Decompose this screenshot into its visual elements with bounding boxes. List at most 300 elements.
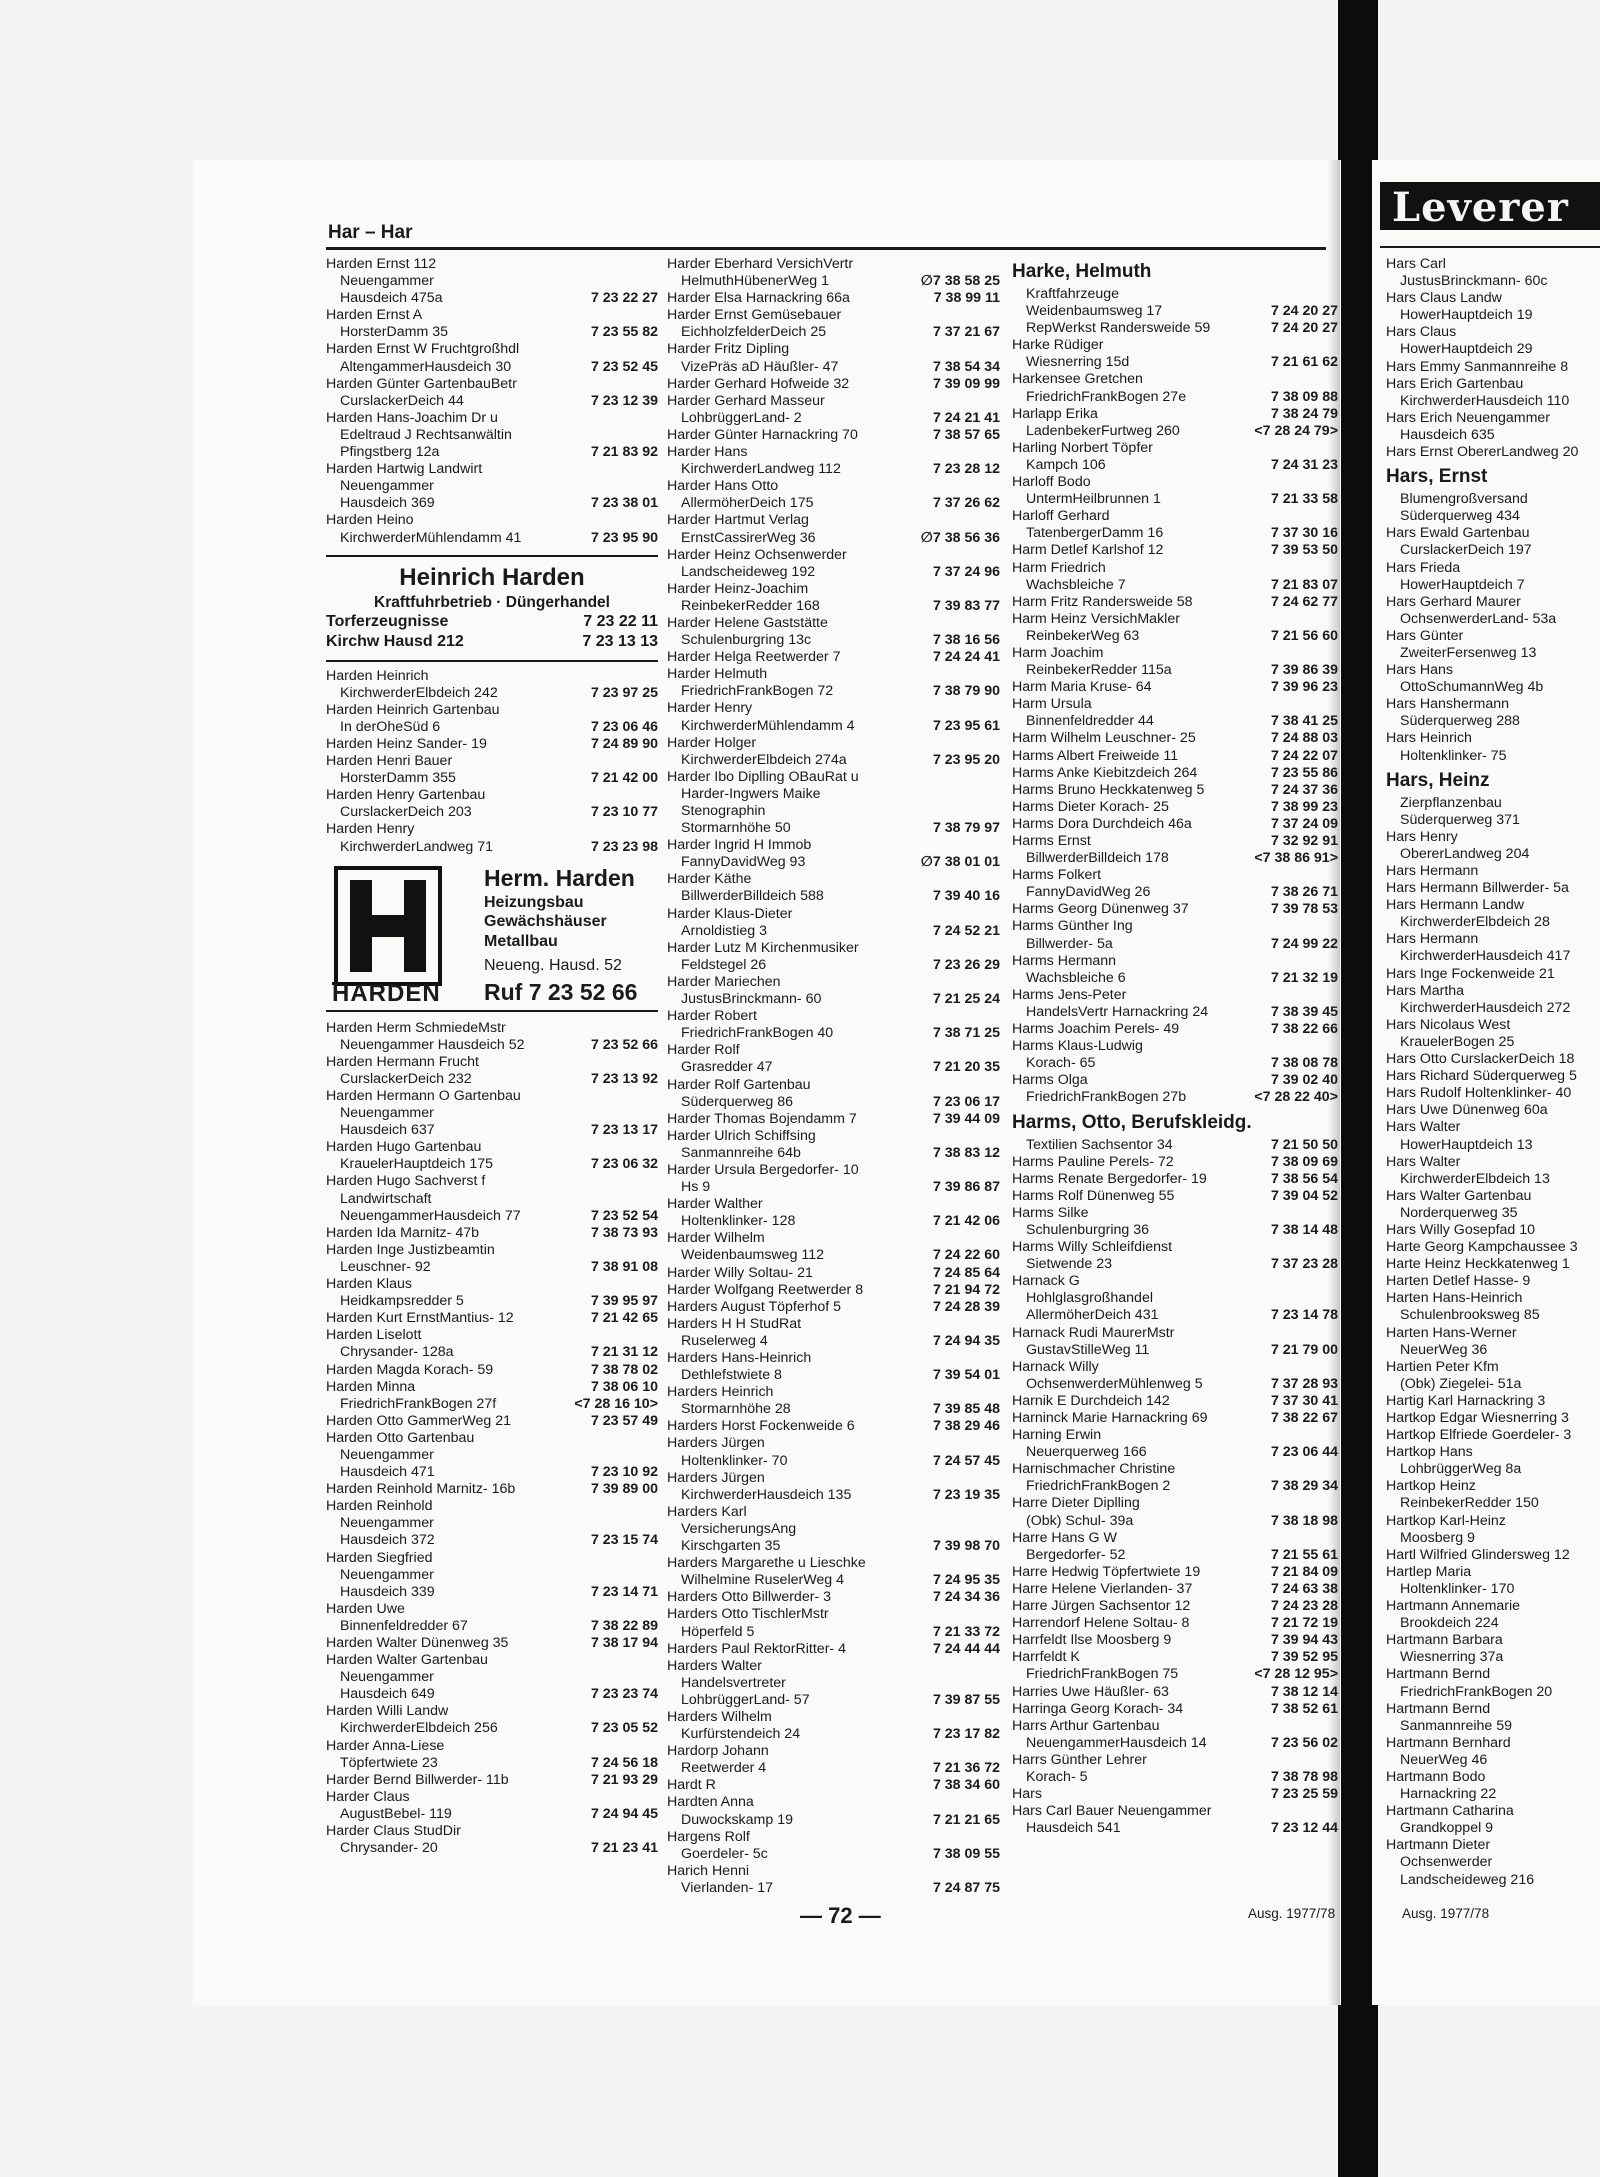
listing-line: Hartkop Karl-Heinz: [1386, 1512, 1506, 1529]
listing-line: KirchwerderElbdeich 242: [340, 684, 498, 701]
listing-line: ReinbekerWeg 63: [1026, 627, 1140, 644]
listing-line: Stormarnhöhe 50: [681, 820, 791, 837]
listing-line: Harder Claus: [326, 1788, 410, 1805]
listing-entry: [667, 307, 1000, 341]
listing-line: Hars Uwe Dünenweg 60a: [1386, 1102, 1548, 1119]
listing-line: Harms Jens-Peter: [1012, 986, 1127, 1003]
listing-entry: [326, 1481, 658, 1498]
listing-line: Harninck Marie Harnackring 69: [1012, 1410, 1208, 1426]
listing-line: Harre Dieter Diplling: [1012, 1495, 1140, 1512]
listing-entry: [326, 1635, 658, 1652]
listing-line: Heidkampsredder 5: [340, 1293, 464, 1310]
listing-entry: [1386, 1085, 1600, 1102]
phone-number: 7 39 96 23: [1270, 679, 1338, 696]
listing-line: Holtenklinker- 70: [681, 1452, 788, 1469]
listing-line: Hars Walter: [1386, 1119, 1461, 1136]
listing-entry: [667, 1196, 1000, 1230]
listing-line: Harden Siegfried: [326, 1549, 433, 1566]
listing-entry: [1012, 371, 1338, 405]
listing-entry: [1012, 1530, 1338, 1564]
listing-entry: [1012, 679, 1338, 696]
listing-line: Harnack Willy: [1012, 1358, 1099, 1375]
phone-number: 7 23 95 90: [590, 529, 658, 546]
listing-entry: [1386, 696, 1600, 730]
listing-line: Hartkop Hans: [1386, 1444, 1473, 1461]
listing-line: Hartien Peter Kfm: [1386, 1358, 1499, 1375]
listing-line: Harden Heinz Sander- 19: [326, 735, 487, 752]
listing-entry: [1012, 696, 1338, 730]
listing-line: LadenbekerFurtweg 260: [1026, 422, 1180, 439]
listing-line: Harders Wilhelm: [667, 1708, 772, 1725]
listing-line: Harrs Arthur Gartenbau: [1012, 1717, 1160, 1734]
phone-number: 7 24 20 27: [1270, 320, 1338, 337]
listing-entry: [1386, 1513, 1600, 1547]
listing-line: KirchwerderHausdeich 272: [1400, 999, 1571, 1016]
listing-line: Harre Hans G W: [1012, 1529, 1117, 1546]
listing-line: Harders August Töpferhof 5: [667, 1298, 842, 1315]
listing-line: Hars Walter: [1386, 1153, 1461, 1170]
listing-line: Harries Uwe Häußler- 63: [1012, 1683, 1169, 1700]
listing-line: Harke Rüdiger: [1012, 337, 1104, 354]
listing-entry: [1386, 1188, 1600, 1222]
listing-entry: [667, 1709, 1000, 1743]
listing-line: OchsenwerderLand- 53a: [1400, 610, 1557, 627]
listing-line: Arnoldistieg 3: [681, 922, 767, 939]
listing-line: Harloff Bodo: [1012, 474, 1091, 491]
listing-entry: [1012, 901, 1338, 918]
listing-entry: [1386, 1837, 1600, 1888]
listing-entry: [1012, 1154, 1338, 1171]
listing-line: Hohlglasgroßhandel: [1026, 1290, 1153, 1307]
listing-line: KirchwerderHausdeich 135: [681, 1486, 852, 1503]
listing-line: Hars Willy Gosepfad 10: [1386, 1221, 1536, 1238]
listing-line: Hartmann Bernd: [1386, 1700, 1491, 1717]
listing-entry: [1012, 1803, 1338, 1837]
phone-number: 7 24 52 21: [932, 922, 1000, 939]
listing-line: Hartig Karl Harnackring 3: [1386, 1392, 1546, 1409]
listing-line: LohbrüggerWeg 8a: [1400, 1461, 1522, 1478]
h-logo-icon: [334, 866, 442, 986]
listing-line: NeuengammerHausdeich 77: [340, 1207, 521, 1224]
listing-line: Harder Anna-Liese: [326, 1737, 445, 1754]
listing-line: Norderquerweg 35: [1400, 1204, 1518, 1221]
listing-entry: [1012, 1461, 1338, 1495]
phone-number: 7 21 42 00: [590, 770, 658, 787]
listing-line: Harden Inge Justizbeamtin: [326, 1241, 495, 1258]
listing-entry: [667, 1777, 1000, 1794]
advert-line-text: Torferzeugnisse: [326, 612, 449, 630]
listing-line: OttoSchumannWeg 4b: [1400, 679, 1544, 696]
phone-number: 7 24 37 36: [1270, 781, 1338, 798]
alternate-phone-number: <7 28 16 10>: [574, 1395, 658, 1412]
phone-number: 7 39 04 52: [1270, 1187, 1338, 1204]
listing-entry: [1012, 406, 1338, 440]
listing-entry: [1386, 1444, 1600, 1478]
alternate-phone-number: <7 28 24 79>: [1254, 422, 1338, 439]
listing-entry: [1012, 1137, 1338, 1154]
listing-line: Harms Joachim Perels- 49: [1012, 1021, 1180, 1038]
listing-entry: [1012, 1684, 1338, 1701]
listing-line: KirchwerderElbdeich 28: [1400, 914, 1550, 931]
listing-entry: [667, 700, 1000, 734]
listing-line: Harden Liselott: [326, 1327, 422, 1344]
phone-number: 7 38 26 71: [1270, 884, 1338, 901]
listing-entry: [1386, 1735, 1600, 1769]
phone-number: 7 24 34 36: [932, 1589, 1000, 1606]
business-heading: Harke, Helmuth: [1012, 261, 1152, 282]
listing-line: Duwockskamp 19: [681, 1811, 793, 1828]
listing-line: Grasredder 47: [681, 1059, 773, 1076]
listing-line: Harden Uwe: [326, 1600, 405, 1617]
listing-entry: [1012, 1359, 1338, 1393]
phone-number: 7 24 99 22: [1270, 935, 1338, 952]
listing-entry: [326, 1362, 658, 1379]
phone-number: 7 38 34 60: [932, 1777, 1000, 1794]
listing-line: Hars Richard Süderquerweg 5: [1386, 1068, 1577, 1085]
listing-entry: [1012, 1171, 1338, 1188]
listing-entry: [1386, 662, 1600, 696]
listing-line: Goerdeler- 5c: [681, 1845, 768, 1862]
listing-line: Wiesnerring 15d: [1026, 354, 1130, 371]
listing-line: Harden Hermann Frucht: [326, 1053, 479, 1070]
right-header-rule: [1380, 246, 1600, 248]
phone-number: 7 23 23 74: [590, 1686, 658, 1703]
phone-number: 7 21 83 07: [1270, 576, 1338, 593]
phone-number: 7 24 57 45: [932, 1452, 1000, 1469]
phone-number: 7 39 83 77: [932, 597, 1000, 614]
listing-line: Hars Claus: [1386, 324, 1457, 341]
phone-number: 7 38 52 61: [1270, 1700, 1338, 1717]
listing-line: KirchwerderElbdeich 274a: [681, 751, 847, 768]
listing-line: Landscheideweg 192: [681, 563, 816, 580]
listing-entry: [326, 1310, 658, 1327]
phone-number: 7 38 79 97: [932, 820, 1000, 837]
listing-entry: [1386, 1803, 1600, 1837]
listing-line: FannyDavidWeg 93: [681, 854, 806, 871]
listing-entry: [1012, 337, 1338, 371]
listing-line: AugustBebel- 119: [340, 1805, 452, 1822]
listing-line: Harden Heino: [326, 512, 414, 529]
phone-number: 7 38 39 45: [1270, 1003, 1338, 1020]
phone-number: 7 39 78 53: [1270, 901, 1338, 918]
listing-entry: [1012, 560, 1338, 594]
listing-line: KirchwerderHausdeich 417: [1400, 948, 1571, 965]
listing-entry: [1386, 1769, 1600, 1803]
listing-line: Harms Klaus-Ludwig: [1012, 1038, 1143, 1055]
listing-line: Grandkoppel 9: [1400, 1820, 1494, 1837]
listing-entry: [667, 1504, 1000, 1555]
listing-entry: [1012, 1615, 1338, 1632]
listing-line: Neuengammer: [340, 1105, 434, 1122]
phone-number: 7 37 30 41: [1270, 1392, 1338, 1409]
listing-line: Harm Heinz VersichMakler: [1012, 610, 1180, 627]
listing-line: NeuerWeg 46: [1400, 1751, 1488, 1768]
phone-number: 7 38 29 34: [1270, 1478, 1338, 1495]
phone-number: 7 39 02 40: [1270, 1072, 1338, 1089]
phone-number: 7 23 97 25: [590, 684, 658, 701]
listing-line: Süderquerweg 434: [1400, 508, 1520, 525]
listing-line: Harden Ida Marnitz- 47b: [326, 1224, 479, 1241]
listing-line: Harden Ernst A: [326, 307, 423, 324]
listing-entry: [1012, 440, 1338, 474]
listing-line: Schulenburgring 13c: [681, 632, 812, 649]
listing-entry: [667, 1128, 1000, 1162]
listing-line: Harms Willy Schleifdienst: [1012, 1239, 1173, 1256]
phone-number: 7 38 22 66: [1270, 1021, 1338, 1038]
listing-line: Harden Kurt ErnstMantius- 12: [326, 1310, 514, 1327]
phone-number: 7 24 31 23: [1270, 456, 1338, 473]
listing-entry: [326, 1789, 658, 1823]
listing-line: FannyDavidWeg 26: [1026, 884, 1151, 901]
listing-line: AllermöherDeich 431: [1026, 1307, 1159, 1324]
listing-line: Holtenklinker- 128: [681, 1213, 796, 1230]
phone-number: 7 38 83 12: [932, 1144, 1000, 1161]
listing-line: Hars: [1012, 1786, 1042, 1803]
phone-number: 7 23 52 54: [590, 1207, 658, 1224]
phone-number: 7 38 54 34: [932, 358, 1000, 375]
phone-number: 7 23 13 17: [590, 1122, 658, 1139]
listing-line: Hausdeich 649: [340, 1686, 435, 1703]
listing-line: Weidenbaumsweg 17: [1026, 303, 1163, 320]
advert-line-text: Kirchw Hausd 212: [326, 632, 464, 650]
phone-number: 7 23 22 11: [583, 612, 658, 630]
phone-number: 7 23 52 66: [590, 1036, 658, 1053]
listing-entry: [1012, 1072, 1338, 1106]
listing-entry: [667, 1299, 1000, 1316]
listing-line: KirchwerderLandweg 112: [681, 461, 841, 478]
listing-line: Harder Käthe: [667, 871, 752, 888]
phone-number: 7 23 28 12: [932, 461, 1000, 478]
listing-line: Harder Heinz Ochsenwerder: [667, 546, 847, 563]
listing-line: Harms Olga: [1012, 1072, 1088, 1089]
listing-line: Ruselerweg 4: [681, 1332, 768, 1349]
listing-line: Neuengammer: [340, 478, 434, 495]
listing-entry: [1012, 782, 1338, 799]
listing-line: Harten Detlef Hasse- 9: [1386, 1273, 1531, 1290]
business-heading: Hars, Heinz: [1386, 769, 1490, 791]
listing-line: Hars Claus Landw: [1386, 290, 1502, 307]
listing-entry: [1012, 1701, 1338, 1718]
header-rule: [326, 247, 1326, 250]
listing-line: Harms Bruno Heckkatenweg 5: [1012, 781, 1205, 798]
phone-number: 7 38 29 46: [932, 1418, 1000, 1435]
phone-number: 7 21 42 06: [932, 1213, 1000, 1230]
listing-line: Töpfertwiete 23: [340, 1754, 438, 1771]
phone-number: 7 23 06 17: [932, 1093, 1000, 1110]
phone-number: 7 23 05 52: [590, 1720, 658, 1737]
listing-line: Harte Heinz Heckkatenweg 1: [1386, 1256, 1570, 1273]
listing-entry: [1012, 1188, 1338, 1205]
listing-entry: [667, 1589, 1000, 1606]
listing-entry: [667, 974, 1000, 1008]
listing-entry: [326, 1242, 658, 1276]
listing-line: Hars Frieda: [1386, 559, 1461, 576]
advert-service: Metallbau: [484, 932, 558, 950]
listing-entry: [326, 787, 658, 821]
listing-entry: [1386, 594, 1600, 628]
listing-entry: [326, 736, 658, 753]
listing-line: Harden Günter GartenbauBetr: [326, 375, 517, 392]
listing-entry: [1012, 542, 1338, 559]
listing-line: Harder Helmuth: [667, 666, 768, 683]
listing-entry: [667, 512, 1000, 546]
phone-number: 7 39 86 87: [932, 1179, 1000, 1196]
listing-entry: [667, 1555, 1000, 1589]
listing-line: Hars Otto CurslackerDeich 18: [1386, 1051, 1575, 1068]
listing-line: Landwirtschaft: [340, 1190, 432, 1207]
listing-line: Billwerder- 5a: [1026, 935, 1113, 952]
phone-number: 7 21 94 72: [932, 1281, 1000, 1298]
listing-line: Harten Hans-Werner: [1386, 1324, 1517, 1341]
listing-entry: [1012, 1564, 1338, 1581]
listing-line: HowerHauptdeich 13: [1400, 1136, 1533, 1153]
listing-line: HowerHauptdeich 7: [1400, 576, 1525, 593]
listing-line: Sanmannreihe 59: [1400, 1717, 1513, 1734]
advert-text: [484, 864, 658, 1008]
phone-number: 7 39 40 16: [932, 888, 1000, 905]
phone-number: 7 38 57 65: [932, 426, 1000, 443]
listing-entry: [667, 581, 1000, 615]
listing-entry: [1386, 376, 1600, 410]
listing-line: Harden Klaus: [326, 1276, 412, 1293]
listing-line: Hars Henry: [1386, 828, 1458, 845]
column-2: [667, 256, 1000, 1897]
listing-line: Harnack Rudi MaurerMstr: [1012, 1324, 1175, 1341]
listing-entry: [1386, 966, 1600, 983]
listing-line: HowerHauptdeich 29: [1400, 341, 1533, 358]
listing-line: Hausdeich 541: [1026, 1820, 1121, 1837]
phone-number: 7 38 09 88: [1270, 388, 1338, 405]
listing-line: VizePräs aD Häußler- 47: [681, 358, 839, 375]
listing-line: Harm Fritz Randersweide 58: [1012, 593, 1193, 610]
listing-entry: [1386, 1222, 1600, 1239]
listing-entry: [326, 1173, 658, 1224]
listing-line: Harder Ursula Bergedorfer- 10: [667, 1161, 859, 1178]
phone-number: 7 37 24 96: [932, 563, 1000, 580]
listing-line: Harning Erwin: [1012, 1427, 1102, 1444]
listing-line: Hars Hermann Billwerder- 5a: [1386, 880, 1569, 897]
phone-number: 7 38 78 98: [1270, 1768, 1338, 1785]
phone-number: 7 24 21 41: [932, 409, 1000, 426]
phone-number: 7 38 06 10: [590, 1378, 658, 1395]
phone-number: 7 23 17 82: [932, 1726, 1000, 1743]
listing-entry: [1012, 1393, 1338, 1410]
listing-line: Hars Ewald Gartenbau: [1386, 525, 1530, 542]
listing-entry: [1012, 611, 1338, 645]
listing-line: Harden Henry: [326, 821, 415, 838]
phone-number: ∅7 38 56 36: [920, 529, 1000, 546]
phone-number: 7 21 79 00: [1270, 1341, 1338, 1358]
listing-line: Harden Heinrich Gartenbau: [326, 701, 500, 718]
listing-line: Hausdeich 475a: [340, 290, 443, 307]
page-number: — 72 —: [800, 1903, 881, 1928]
listing-line: Harrfeldt Ilse Moosberg 9: [1012, 1632, 1172, 1649]
listing-line: Ochsenwerder: [1400, 1854, 1493, 1871]
listing-line: Harders Otto TischlerMstr: [667, 1606, 829, 1623]
listing-line: Harden Hugo Gartenbau: [326, 1139, 482, 1156]
listing-line: Holtenklinker- 75: [1400, 747, 1507, 764]
listing-entry: [667, 666, 1000, 700]
listing-entry: [1012, 286, 1338, 320]
listing-entry: [1386, 1154, 1600, 1188]
phone-number: 7 24 94 45: [590, 1805, 658, 1822]
listing-entry: [667, 1470, 1000, 1504]
listing-entry: [667, 1435, 1000, 1469]
phone-number: 7 21 84 09: [1270, 1563, 1338, 1580]
phone-number: 7 38 71 25: [932, 1025, 1000, 1042]
listing-line: KirchwerderLandweg 71: [340, 838, 494, 855]
listing-line: Harder Gerhard Masseur: [667, 392, 825, 409]
phone-number: 7 39 52 95: [1270, 1649, 1338, 1666]
listing-line: Hars Martha: [1386, 982, 1465, 999]
listing-line: Hartmann Bernd: [1386, 1666, 1491, 1683]
listing-line: Binnenfeldredder 67: [340, 1617, 468, 1634]
listing-line: Harnackring 22: [1400, 1786, 1497, 1803]
listing-line: Bergedorfer- 52: [1026, 1546, 1126, 1563]
phone-number: 7 38 24 79: [1270, 405, 1338, 422]
listing-line: Harms Rolf Dünenweg 55: [1012, 1187, 1175, 1204]
phone-number: 7 24 63 38: [1270, 1580, 1338, 1597]
phone-number: 7 38 99 11: [933, 290, 1000, 307]
phone-number: 7 21 55 61: [1270, 1546, 1338, 1563]
listing-entry: [1012, 987, 1338, 1021]
listing-line: Harre Hedwig Töpfertwiete 19: [1012, 1563, 1201, 1580]
phone-number: 7 21 25 24: [932, 991, 1000, 1008]
listing-entry: [326, 1276, 658, 1310]
advert-address: Neueng. Hausd. 52: [484, 957, 622, 975]
phone-number: 7 24 94 35: [932, 1332, 1000, 1349]
listing-entry: [667, 649, 1000, 666]
listing-entry: [1386, 1478, 1600, 1512]
listing-line: Harder Heinz-Joachim: [667, 580, 809, 597]
advert-heinrich-harden: [326, 555, 658, 662]
listing-line: ErnstCassirerWeg 36: [681, 529, 816, 546]
listing-entry: [667, 1743, 1000, 1777]
listing-entry: [1386, 897, 1600, 931]
listing-line: HorsterDamm 35: [340, 324, 449, 341]
listing-line: Hars Carl: [1386, 256, 1446, 272]
listing-line: Sanmannreihe 64b: [681, 1144, 801, 1161]
listing-entry: [326, 821, 658, 855]
listing-line: Harder Wolfgang Reetwerder 8: [667, 1281, 864, 1298]
listing-entry: [1386, 795, 1600, 829]
listing-entry: [326, 341, 658, 375]
listing-line: Harders Horst Fockenweide 6: [667, 1418, 855, 1435]
listing-line: Neuengammer Hausdeich 52: [340, 1036, 525, 1053]
listing-entry: [326, 1498, 658, 1549]
listing-line: Hars Emmy Sanmannreihe 8: [1386, 358, 1569, 375]
listing-line: Harden Minna: [326, 1378, 416, 1395]
listing-line: Harden Magda Korach- 59: [326, 1361, 494, 1378]
listing-line: Hartkop Edgar Wiesnerring 3: [1386, 1410, 1569, 1426]
logo-wordmark: HARDEN: [332, 979, 441, 1007]
listing-line: ObererLandweg 204: [1400, 845, 1530, 862]
phone-number: 7 23 14 78: [1270, 1307, 1338, 1324]
column-1: [326, 256, 658, 1857]
listing-line: Hars Hermann: [1386, 863, 1479, 879]
listing-line: Harder Robert: [667, 1008, 757, 1025]
listing-line: Hausdeich 369: [340, 495, 435, 512]
phone-number: 7 21 61 62: [1270, 354, 1338, 371]
advert-herm-harden: [326, 862, 658, 1012]
listing-line: Harm Ursula: [1012, 696, 1092, 713]
listing-line: Harders H H StudRat: [667, 1315, 802, 1332]
listing-entry: [1386, 1119, 1600, 1153]
listing-line: Harm Wilhelm Leuschner- 25: [1012, 730, 1196, 747]
listing-entry: [667, 290, 1000, 307]
listing-entry: [667, 1077, 1000, 1111]
listing-line: RepWerkst Randersweide 59: [1026, 320, 1211, 337]
